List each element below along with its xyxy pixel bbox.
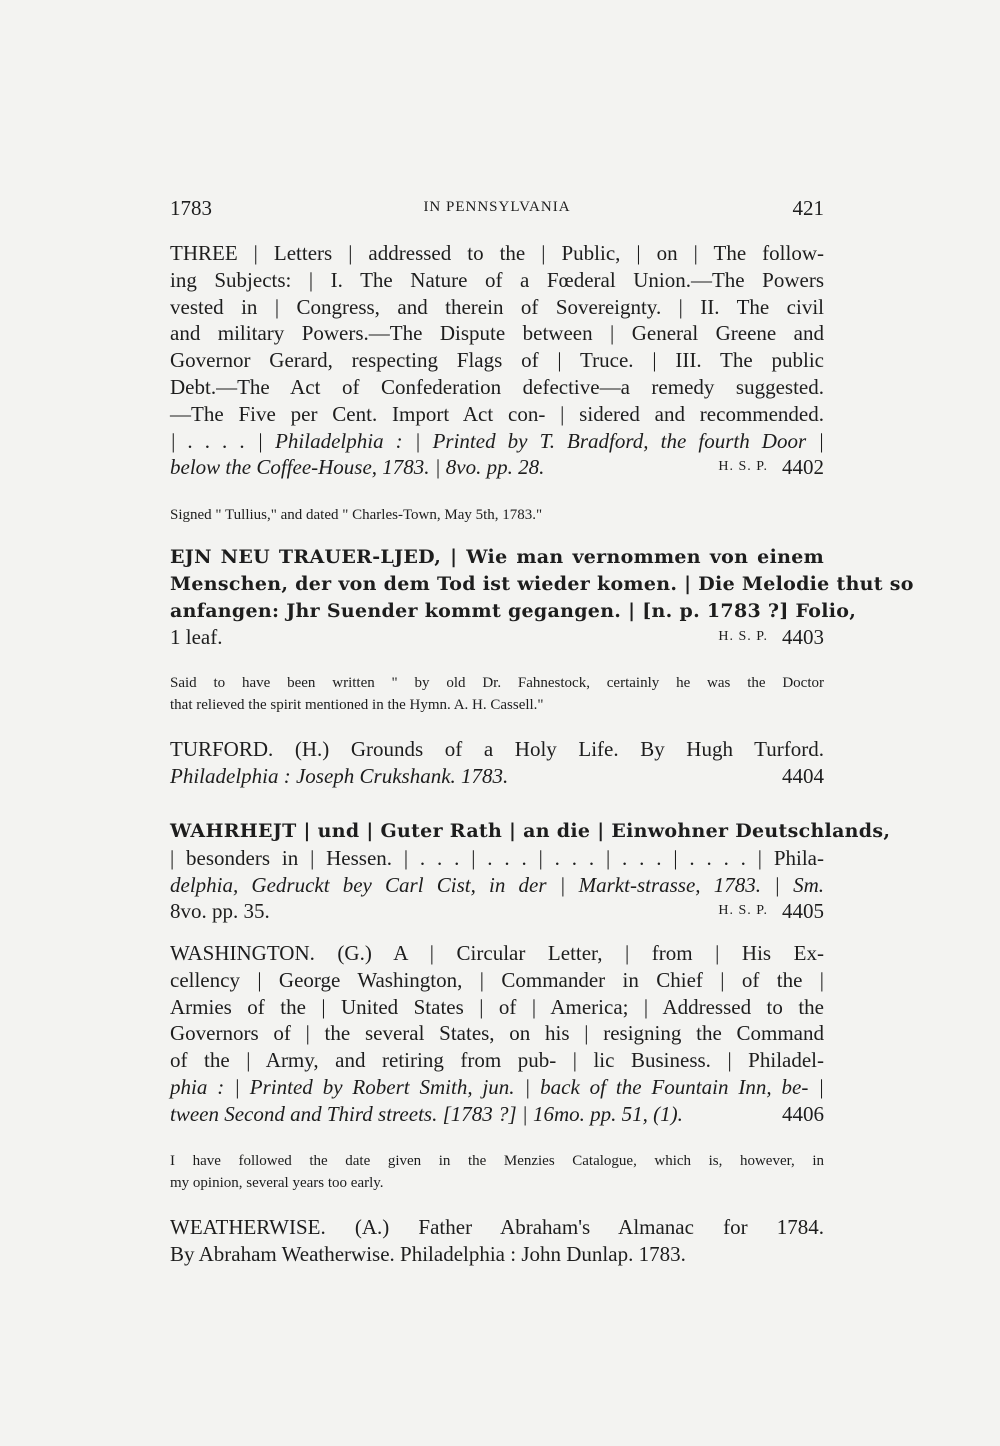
entry-note xyxy=(170,504,824,526)
entry-line: anfangen: Jhr Suender kommt gegangen. | [n. p. 1783 ?] Folio, xyxy=(170,599,857,622)
header-title: IN PENNSYLVANIA xyxy=(423,199,571,215)
entry-line: phia : | Printed by Robert Smith, jun. | back of the Fountain Inn, be- | xyxy=(170,1074,824,1099)
library-code: H. S. P. xyxy=(718,629,768,645)
note-line: that relieved the spirit mentioned in the Hymn. A. H. Cassell." xyxy=(170,697,544,713)
entry-line: cellency | George Washington, | Commander in Chief | of the | xyxy=(170,967,824,992)
entry-line: WAHRHEJT | und | Guter Rath | an die | Einwohner Deutschlands, xyxy=(170,820,891,842)
entry-line: EJN NEU TRAUER-LJED, | Wie man vernommen von einem xyxy=(170,546,824,568)
library-code: H. S. P. xyxy=(718,459,768,475)
header-year: 1783 xyxy=(170,196,212,220)
entry-4404 xyxy=(170,736,824,790)
entry-line: Menschen, der von dem Tod ist wieder komen. | Die Melodie thut so xyxy=(170,572,914,595)
entry-line: | besonders in | Hessen. | . . . | . . . | . . . | . . . | . . . . | Phila- xyxy=(170,845,824,870)
entry-4405 xyxy=(170,818,891,925)
entry-line: ing Subjects: | I. The Nature of a Fœderal Union.—The Powers xyxy=(170,267,824,292)
entry-weatherwise xyxy=(170,1214,824,1268)
entry-line-text: 1 leaf. xyxy=(170,625,223,650)
note-line: Said to have been written " by old Dr. Fahnestock, certainly he was the Doctor xyxy=(170,675,824,691)
library-code: H. S. P. xyxy=(718,903,768,919)
entry-last-line xyxy=(170,763,824,790)
entry-last-line xyxy=(170,1101,824,1128)
entry-number: 4403 xyxy=(782,625,824,650)
entry-line: WASHINGTON. (G.) A | Circular Letter, | from | His Ex- xyxy=(170,941,824,965)
entry-number: 4404 xyxy=(782,763,824,788)
entry-4406 xyxy=(170,940,824,1128)
entry-line-text: tween Second and Third streets. [1783 ?] | 16mo. pp. 51, (1). xyxy=(170,1101,683,1126)
entry-4402 xyxy=(170,240,824,481)
entry-note xyxy=(170,1150,824,1194)
entry-line: and military Powers.—The Dispute between | General Greene and xyxy=(170,321,824,346)
entry-last-line xyxy=(170,454,824,481)
entry-line: Governor Gerard, respecting Flags of | Truce. | III. The public xyxy=(170,348,824,373)
entry-note xyxy=(170,672,824,716)
entry-line: vested in | Congress, and therein of Sovereignty. | II. The civil xyxy=(170,294,824,319)
note-line: I have followed the date given in the Menzies Catalogue, which is, however, in xyxy=(170,1153,824,1169)
entry-line: WEATHERWISE. (A.) Father Abraham's Almanac for 1784. xyxy=(170,1215,824,1239)
entry-line: THREE | Letters | addressed to the | Public, | on | The follow- xyxy=(170,241,824,265)
note-line: my opinion, several years too early. xyxy=(170,1175,384,1191)
entry-number: 4405 xyxy=(782,899,824,924)
entry-line: TURFORD. (H.) Grounds of a Holy Life. By Hugh Turford. xyxy=(170,737,824,761)
entry-4403 xyxy=(170,544,914,651)
entry-last-line xyxy=(170,624,824,651)
note-line: Signed " Tullius," and dated " Charles-Town, May 5th, 1783." xyxy=(170,507,543,523)
entry-last-line xyxy=(170,898,824,925)
page-number: 421 xyxy=(792,196,824,220)
running-header xyxy=(170,196,824,226)
entry-line: By Abraham Weatherwise. Philadelphia : John Dunlap. 1783. xyxy=(170,1241,686,1266)
entry-number: 4402 xyxy=(782,455,824,480)
entry-line-text: 8vo. pp. 35. xyxy=(170,899,270,924)
entry-line: Armies of the | United States | of | America; | Addressed to the xyxy=(170,994,824,1019)
entry-line-text: Philadelphia : Joseph Crukshank. 1783. xyxy=(170,763,509,788)
entry-line: Governors of | the several States, on his | resigning the Command xyxy=(170,1021,824,1046)
entry-line: | . . . . | Philadelphia : | Printed by T. Bradford, the fourth Door | xyxy=(170,428,824,453)
entry-line: of the | Army, and retiring from pub- | lic Business. | Philadel- xyxy=(170,1048,824,1073)
entry-line: Debt.—The Act of Confederation defective—a remedy suggested. xyxy=(170,374,824,399)
entry-line: delphia, Gedruckt bey Carl Cist, in der | Markt-strasse, 1783. | Sm. xyxy=(170,872,824,897)
entry-line: —The Five per Cent. Import Act con- | sidered and recommended. xyxy=(170,401,824,426)
entry-line-text: below the Coffee-House, 1783. | 8vo. pp. 28. xyxy=(170,455,545,480)
entry-number: 4406 xyxy=(782,1101,824,1126)
